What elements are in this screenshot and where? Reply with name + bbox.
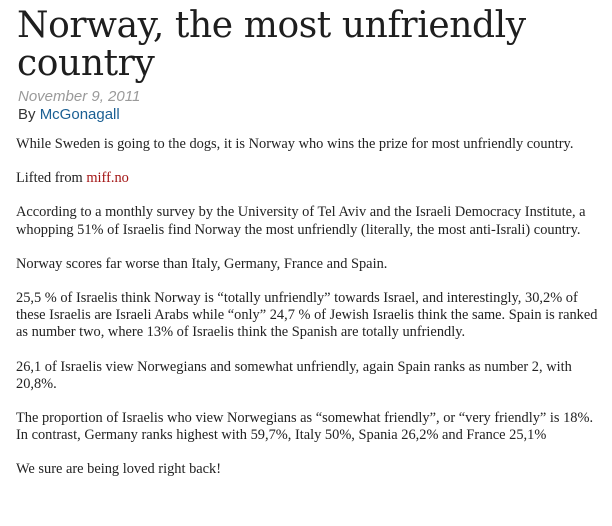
post-date: November 9, 2011 [18,88,141,105]
author-link[interactable]: McGonagall [39,106,120,123]
paragraph-intro: While Sweden is going to the dogs, it is Norway who wins the prize for most unfriendly country. [16,136,574,152]
byline-label: By [18,106,36,123]
paragraph-comparison: Norway scores far worse than Italy, Germany, France and Spain. [16,255,388,272]
paragraph-totally-unfriendly: 25,5 % of Israelis think Norway is “totally unfriendly” towards Israel, and interestingly, 30,2% of these Israelis are Israeli Arabs while “only” 24,7 % of Jewish Israelis think the same. Spain is ranked as number two, where 13% of Israelis think the Spanish are totally unfriendly. [16,290,598,341]
paragraph-source [16,170,598,187]
paragraph-somewhat-unfriendly: 26,1 of Israelis view Norwegians and somewhat unfriendly, again Spain ranks as number 2, with 20,8%. [16,358,572,392]
source-prefix: Lifted from [16,170,87,187]
paragraph-closing: We sure are being loved right back! [16,461,222,478]
paragraph-survey: According to a monthly survey by the University of Tel Aviv and the Israeli Democracy Institute, a whopping 51% of Israelis find Norway the most unfriendly (literally, the most anti-Israli) country. [16,204,586,238]
post-content [16,136,598,479]
paragraph-friendly: The proportion of Israelis who view Norwegians as “somewhat friendly”, or “very friendly” is 18%. In contrast, Germany ranks highest with 59,7%, Italy 50%, Spania 26,2% and France 25,1% [16,410,594,444]
source-link[interactable]: miff.no [86,170,129,187]
byline [18,105,598,125]
post-title: Norway, the most unfriendly country [17,5,526,84]
